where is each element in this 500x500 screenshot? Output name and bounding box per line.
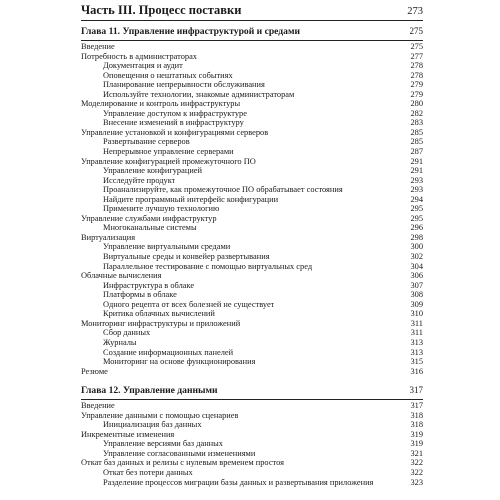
toc-entry-page: 295: [410, 204, 423, 214]
toc-section-entry[interactable]: [81, 411, 423, 421]
toc-entry-title: Примените лучшую технологию: [103, 204, 220, 214]
toc-entry-page: 322: [410, 467, 423, 477]
toc-subsection-entry[interactable]: [81, 281, 423, 291]
chapter-heading: [81, 25, 423, 38]
toc-entry-title: Найдите программный интерфейс конфигурации: [103, 194, 279, 204]
toc-entry-title: Виртуальные среды и конвейер развертывания: [103, 252, 270, 262]
toc-entry-title: Управление доступом к инфраструктуре: [103, 108, 247, 118]
toc-subsection-entry[interactable]: [81, 348, 423, 358]
toc-entry-page: 285: [410, 127, 423, 137]
toc-entry-page: 309: [410, 299, 423, 309]
toc-entry-page: 311: [410, 328, 423, 338]
toc-subsection-entry[interactable]: [81, 309, 423, 319]
toc-entry-page: 321: [410, 448, 423, 458]
part-page-number: 273: [407, 6, 423, 17]
toc-subsection-entry[interactable]: [81, 478, 423, 488]
toc-subsection-entry[interactable]: [81, 357, 423, 367]
toc-entry-title: Инкрементные изменения: [81, 429, 175, 439]
toc-entry-page: 302: [410, 252, 423, 262]
toc-entry-title: Документация и аудит: [103, 61, 183, 71]
toc-entry-title: Оповещения о нештатных событиях: [103, 70, 233, 80]
toc-entry-page: 313: [410, 337, 423, 347]
toc-entry-page: 279: [410, 89, 423, 99]
toc-entry-title: Облачные вычисления: [81, 271, 162, 281]
toc-subsection-entry[interactable]: [81, 328, 423, 338]
toc-entry-title: Потребность в администраторах: [81, 51, 197, 61]
toc-subsection-entry[interactable]: [81, 147, 423, 157]
toc-entry-page: 310: [410, 309, 423, 319]
part-heading: [81, 3, 423, 19]
toc-entry-title: Управление установкой и конфигурациями серверов: [81, 127, 269, 137]
toc-entry-title: Многоканальные системы: [103, 223, 197, 233]
toc-entry-page: 293: [410, 175, 423, 185]
toc-entry-page: 285: [410, 137, 423, 147]
chapter-rule: [81, 399, 423, 400]
chapter-rule: [81, 40, 423, 41]
toc-entry-title: Проанализируйте, как промежуточное ПО обрабатывает состояния: [103, 185, 343, 195]
toc-entry-title: Мониторинг на основе функционирования: [103, 357, 256, 367]
toc-subsection-entry[interactable]: [81, 90, 423, 100]
toc-entry-page: 306: [410, 271, 423, 281]
toc-entry-page: 319: [410, 439, 423, 449]
toc-entry-title: Одного рецепта от всех болезней не существует: [103, 299, 275, 309]
chapter-page-number: 317: [409, 385, 423, 396]
toc-entry-page: 300: [410, 242, 423, 252]
toc-subsection-entry[interactable]: [81, 468, 423, 478]
toc-subsection-entry[interactable]: [81, 242, 423, 252]
toc-section-entry[interactable]: [81, 214, 423, 224]
toc-entry-page: 278: [410, 70, 423, 80]
part-title: Часть III. Процесс поставки: [81, 3, 242, 17]
toc-entry-title: Управление службами инфраструктур: [81, 213, 217, 223]
toc-entry-title: Управление данными с помощью сценариев: [81, 410, 239, 420]
toc-entry-title: Сбор данных: [103, 328, 151, 338]
toc-section-entry[interactable]: [81, 128, 423, 138]
toc-entry-title: Управление конфигурацией: [103, 166, 203, 176]
toc-subsection-entry[interactable]: [81, 420, 423, 430]
toc-entry-page: 295: [410, 213, 423, 223]
toc-section-entry[interactable]: [81, 52, 423, 62]
toc-entry-title: Внесение изменений в инфраструктуру: [103, 118, 244, 128]
toc-subsection-entry[interactable]: [81, 300, 423, 310]
toc-entry-title: Критика облачных вычислений: [103, 309, 215, 319]
toc-entry-title: Используйте технологии, знакомые администраторам: [103, 89, 295, 99]
toc-subsection-entry[interactable]: [81, 195, 423, 205]
toc-subsection-entry[interactable]: [81, 71, 423, 81]
toc-section-entry[interactable]: [81, 233, 423, 243]
toc-entry-title: Введение: [81, 401, 115, 411]
toc-section-entry[interactable]: [81, 99, 423, 109]
toc-entry-page: 318: [410, 420, 423, 430]
toc-entry-page: 323: [410, 477, 423, 487]
toc-entry-page: 316: [410, 366, 423, 376]
toc-entry-page: 311: [410, 318, 423, 328]
toc-section-entry[interactable]: [81, 367, 423, 377]
toc-subsection-entry[interactable]: [81, 252, 423, 262]
toc-entry-title: Откат без потери данных: [103, 467, 193, 477]
toc-entry-page: 318: [410, 410, 423, 420]
toc-section-entry[interactable]: [81, 157, 423, 167]
table-of-contents: [81, 25, 423, 487]
toc-entry-page: 278: [410, 61, 423, 71]
toc-entry-page: 307: [410, 280, 423, 290]
toc-entry-title: Инициализация баз данных: [103, 420, 202, 430]
toc-section-entry[interactable]: [81, 271, 423, 281]
chapter-page-number: 275: [409, 26, 423, 36]
toc-subsection-entry[interactable]: [81, 262, 423, 272]
toc-entry-title: Параллельное тестирование с помощью виртуальных сред: [103, 261, 313, 271]
toc-entry-page: 291: [410, 166, 423, 176]
toc-entry-page: 296: [410, 223, 423, 233]
toc-entry-title: Управление конфигурацией промежуточного ПО: [81, 156, 256, 166]
toc-subsection-entry[interactable]: [81, 185, 423, 195]
toc-subsection-entry[interactable]: [81, 118, 423, 128]
toc-entry-title: Управление согласованными изменениями: [103, 448, 256, 458]
toc-entry-title: Моделирование и контроль инфраструктуры: [81, 99, 241, 109]
toc-entry-page: 298: [410, 232, 423, 242]
toc-subsection-entry[interactable]: [81, 204, 423, 214]
toc-entry-page: 319: [410, 429, 423, 439]
toc-entry-title: Управление версиями баз данных: [103, 439, 223, 449]
toc-entry-title: Мониторинг инфраструктуры и приложений: [81, 318, 241, 328]
toc-entry-title: Журналы: [103, 337, 137, 347]
toc-entry-page: 275: [410, 42, 423, 51]
toc-entry-page: 287: [410, 147, 423, 157]
toc-entry-title: Создание информационных панелей: [103, 347, 234, 357]
toc-entry-page: 294: [410, 194, 423, 204]
toc-entry-title: Виртуализация: [81, 232, 136, 242]
chapter-title: Глава 12. Управление данными: [81, 385, 218, 397]
toc-entry-page: 283: [410, 118, 423, 128]
toc-entry-title: Разделение процессов миграции базы данных и развертывания приложения: [103, 477, 374, 487]
toc-entry-page: 282: [410, 108, 423, 118]
toc-section-entry[interactable]: [81, 42, 423, 52]
toc-section-entry[interactable]: [81, 458, 423, 468]
toc-entry-title: Исследуйте продукт: [103, 175, 176, 185]
toc-section-entry[interactable]: [81, 401, 423, 411]
toc-subsection-entry[interactable]: [81, 223, 423, 233]
toc-section-entry[interactable]: [81, 430, 423, 440]
chapter-gap: [81, 376, 423, 384]
toc-subsection-entry[interactable]: [81, 290, 423, 300]
toc-entry-title: Планирование непрерывности обслуживания: [103, 80, 265, 90]
toc-subsection-entry[interactable]: [81, 166, 423, 176]
toc-entry-title: Резюме: [81, 366, 108, 376]
toc-entry-page: 280: [410, 99, 423, 109]
toc-entry-page: 315: [410, 357, 423, 367]
toc-subsection-entry[interactable]: [81, 449, 423, 459]
toc-entry-title: Управление виртуальными средами: [103, 242, 231, 252]
toc-entry-title: Непрерывное управление серверами: [103, 147, 234, 157]
toc-entry-page: 291: [410, 156, 423, 166]
toc-entry-page: 304: [410, 261, 423, 271]
toc-entry-title: Платформы в облаке: [103, 290, 177, 300]
toc-subsection-entry[interactable]: [81, 338, 423, 348]
chapter-heading: [81, 384, 423, 397]
chapter-title: Глава 11. Управление инфраструктурой и средами: [81, 26, 301, 37]
toc-entry-page: 308: [410, 290, 423, 300]
toc-entry-title: Откат баз данных и релизы с нулевым временем простоя: [81, 458, 284, 468]
toc-entry-page: 277: [410, 51, 423, 61]
toc-subsection-entry[interactable]: [81, 61, 423, 71]
toc-entry-page: 293: [410, 185, 423, 195]
toc-entry-page: 279: [410, 80, 423, 90]
toc-entry-page: 322: [410, 458, 423, 468]
toc-entry-page: 317: [410, 401, 423, 411]
toc-subsection-entry[interactable]: [81, 439, 423, 449]
toc-subsection-entry[interactable]: [81, 176, 423, 186]
toc-subsection-entry[interactable]: [81, 137, 423, 147]
toc-section-entry[interactable]: [81, 319, 423, 329]
toc-entry-title: Развертывание серверов: [103, 137, 190, 147]
toc-entry-title: Инфраструктура в облаке: [103, 280, 195, 290]
toc-entry-page: 313: [410, 347, 423, 357]
part-rule: [81, 20, 423, 21]
toc-subsection-entry[interactable]: [81, 80, 423, 90]
toc-entry-title: Введение: [81, 42, 115, 51]
toc-subsection-entry[interactable]: [81, 109, 423, 119]
